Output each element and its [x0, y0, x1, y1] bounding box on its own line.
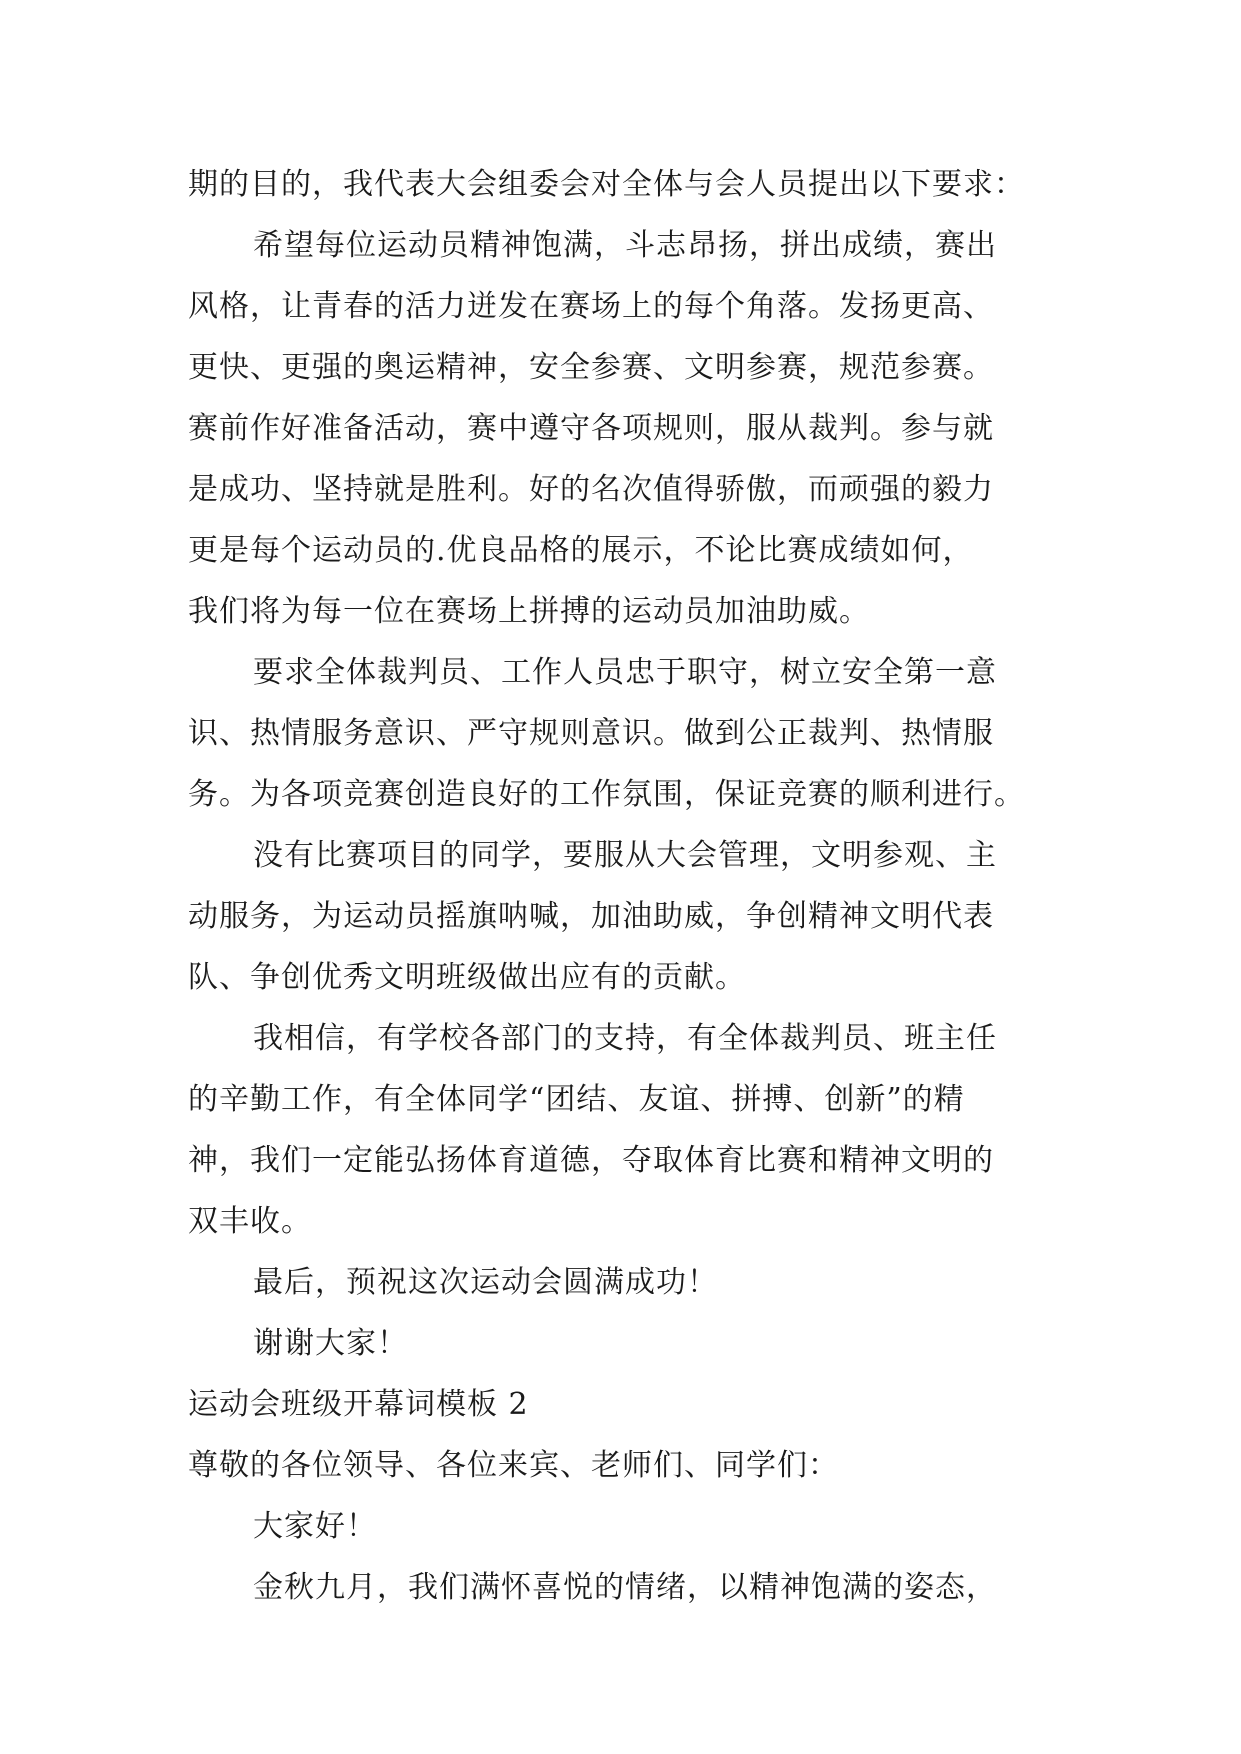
text-line: 风格，让青春的活力迸发在赛场上的每个角落。发扬更高、 [188, 289, 994, 324]
text-line: 大家好！ [253, 1509, 377, 1544]
text-line: 双丰收。 [188, 1204, 312, 1239]
text-line: 是成功、坚持就是胜利。好的名次值得骄傲，而顽强的毅力 [188, 472, 994, 507]
text-line: 的辛勤工作，有全体同学“团结、友谊、拼搏、创新”的精 [188, 1082, 965, 1117]
text-line: 动服务，为运动员摇旗呐喊，加油助威，争创精神文明代表 [188, 899, 994, 934]
text-line: 要求全体裁判员、工作人员忠于职守，树立安全第一意 [253, 655, 997, 690]
text-line: 最后，预祝这次运动会圆满成功！ [253, 1265, 718, 1300]
text-line: 希望每位运动员精神饱满，斗志昂扬，拼出成绩，赛出 [253, 228, 997, 263]
text-line: 队、争创优秀文明班级做出应有的贡献。 [188, 960, 746, 995]
text-line: 尊敬的各位领导、各位来宾、老师们、同学们： [188, 1448, 839, 1483]
text-line: 我们将为每一位在赛场上拼搏的运动员加油助威。 [188, 594, 870, 629]
text-line: 神，我们一定能弘扬体育道德，夺取体育比赛和精神文明的 [188, 1143, 994, 1178]
text-line: 赛前作好准备活动，赛中遵守各项规则，服从裁判。参与就 [188, 411, 994, 446]
text-line: 识、热情服务意识、严守规则意识。做到公正裁判、热情服 [188, 716, 994, 751]
text-line: 更快、更强的奥运精神，安全参赛、文明参赛，规范参赛。 [188, 350, 994, 385]
text-line: 更是每个运动员的.优良品格的展示，不论比赛成绩如何， [188, 533, 974, 568]
text-line: 谢谢大家！ [253, 1326, 408, 1361]
section-heading: 运动会班级开幕词模板 2 [188, 1387, 529, 1422]
text-line: 我相信，有学校各部门的支持，有全体裁判员、班主任 [253, 1021, 997, 1056]
text-line: 没有比赛项目的同学，要服从大会管理，文明参观、主 [253, 838, 997, 873]
text-line: 金秋九月，我们满怀喜悦的情绪，以精神饱满的姿态， [253, 1570, 997, 1605]
text-line: 务。为各项竞赛创造良好的工作氛围，保证竞赛的顺利进行。 [188, 777, 1025, 812]
text-line: 期的目的，我代表大会组委会对全体与会人员提出以下要求： [188, 167, 1025, 202]
